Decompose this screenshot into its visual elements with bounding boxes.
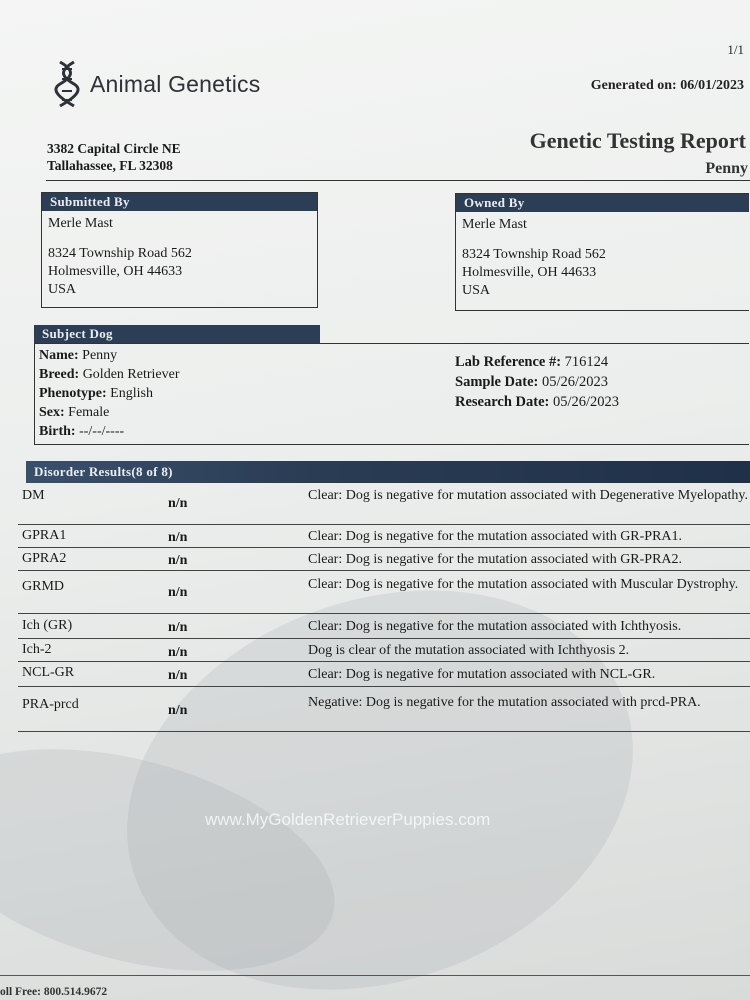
result-text: Clear: Dog is negative for mutation associated with NCL-GR. bbox=[308, 667, 656, 682]
disorder-name: GPRA2 bbox=[22, 551, 67, 566]
submitter-country: USA bbox=[48, 282, 77, 297]
table-row bbox=[18, 525, 750, 548]
research-date-value: 05/26/2023 bbox=[552, 394, 620, 410]
generated-label: Generated on: bbox=[590, 78, 677, 93]
genotype: n/n bbox=[168, 703, 188, 718]
page-number: 1/1 bbox=[727, 42, 744, 57]
disorder-name: NCL-GR bbox=[22, 665, 75, 680]
company-logo bbox=[54, 58, 260, 110]
disorder-name: PRA-prcd bbox=[22, 697, 79, 712]
logo-text: Animal Genetics bbox=[90, 70, 261, 97]
lab-address bbox=[47, 140, 181, 174]
subject-details bbox=[39, 346, 179, 441]
result-text: Negative: Dog is negative for the mutation associated with prcd-PRA. bbox=[308, 695, 701, 710]
disorder-name: DM bbox=[22, 488, 45, 503]
report-dog-name: Penny bbox=[705, 160, 748, 177]
result-text: Dog is clear of the mutation associated with Ichthyosis 2. bbox=[308, 643, 630, 658]
submitted-by-box bbox=[41, 192, 318, 308]
dog-sex: Female bbox=[68, 405, 110, 420]
disorder-name: Ich-2 bbox=[22, 642, 52, 657]
lab-ref-label: Lab Reference #: bbox=[455, 354, 562, 370]
disorder-results-table bbox=[18, 484, 750, 732]
divider bbox=[0, 975, 750, 976]
table-row bbox=[18, 614, 750, 639]
dog-phenotype: English bbox=[110, 386, 153, 401]
toll-free-number: oll Free: 800.514.9672 bbox=[0, 986, 108, 998]
name-label: Name: bbox=[39, 348, 79, 363]
submitter-street: 8324 Township Road 562 bbox=[48, 246, 192, 261]
research-date-label: Research Date: bbox=[455, 394, 550, 410]
subject-dog-heading: Subject Dog bbox=[34, 325, 320, 343]
submitted-by-heading: Submitted By bbox=[42, 193, 317, 211]
submitter-city: Holmesville, OH 44633 bbox=[48, 264, 183, 279]
genotype: n/n bbox=[168, 645, 188, 660]
result-text: Clear: Dog is negative for the mutation associated with GR-PRA2. bbox=[308, 552, 683, 567]
phenotype-label: Phenotype: bbox=[39, 386, 107, 401]
sample-date-value: 05/26/2023 bbox=[542, 374, 609, 390]
disorder-results-heading: Disorder Results(8 of 8) bbox=[26, 461, 750, 483]
owned-by-box bbox=[455, 193, 749, 311]
dna-helix-icon bbox=[54, 58, 80, 110]
table-row bbox=[18, 687, 750, 732]
generated-on bbox=[591, 78, 744, 94]
genotype: n/n bbox=[168, 530, 188, 545]
subject-dog-box bbox=[34, 343, 749, 445]
divider bbox=[46, 180, 750, 181]
result-text: Clear: Dog is negative for mutation associated with Degenerative Myelopathy. bbox=[308, 488, 748, 503]
disorder-name: Ich (GR) bbox=[22, 618, 73, 633]
table-row bbox=[18, 484, 750, 525]
breed-label: Breed: bbox=[39, 367, 80, 382]
owned-by-heading: Owned By bbox=[456, 194, 749, 212]
lab-ref-value: 716124 bbox=[564, 354, 609, 370]
report-title: Genetic Testing Report bbox=[529, 128, 746, 153]
dog-name: Penny bbox=[82, 348, 118, 363]
genotype: n/n bbox=[168, 585, 188, 600]
table-row bbox=[18, 639, 750, 662]
owner-street: 8324 Township Road 562 bbox=[462, 247, 606, 262]
address-line: Tallahassee, FL 32308 bbox=[47, 158, 173, 173]
result-text: Clear: Dog is negative for the mutation associated with Ichthyosis. bbox=[308, 619, 682, 634]
submitter-name: Merle Mast bbox=[48, 216, 113, 231]
disorder-name: GPRA1 bbox=[22, 528, 67, 543]
address-line: 3382 Capital Circle NE bbox=[47, 141, 181, 156]
genotype: n/n bbox=[168, 620, 188, 635]
dog-breed: Golden Retriever bbox=[82, 367, 180, 382]
owner-country: USA bbox=[462, 283, 491, 298]
genotype: n/n bbox=[168, 496, 188, 511]
table-row bbox=[18, 548, 750, 571]
sex-label: Sex: bbox=[39, 405, 65, 420]
generated-date: 06/01/2023 bbox=[680, 78, 744, 93]
dog-birth: --/--/---- bbox=[79, 424, 125, 439]
disorder-name: GRMD bbox=[22, 579, 65, 594]
genotype: n/n bbox=[168, 668, 188, 683]
lab-info bbox=[455, 352, 619, 412]
watermark: www.MyGoldenRetrieverPuppies.com bbox=[205, 810, 491, 829]
result-text: Clear: Dog is negative for the mutation associated with GR-PRA1. bbox=[308, 529, 683, 544]
genotype: n/n bbox=[168, 553, 188, 568]
result-text: Clear: Dog is negative for the mutation associated with Muscular Dystrophy. bbox=[308, 577, 739, 592]
birth-label: Birth: bbox=[39, 424, 76, 439]
table-row bbox=[18, 662, 750, 687]
sample-date-label: Sample Date: bbox=[455, 374, 539, 390]
owner-name: Merle Mast bbox=[462, 217, 527, 232]
owner-city: Holmesville, OH 44633 bbox=[462, 265, 597, 280]
table-row bbox=[18, 571, 750, 614]
